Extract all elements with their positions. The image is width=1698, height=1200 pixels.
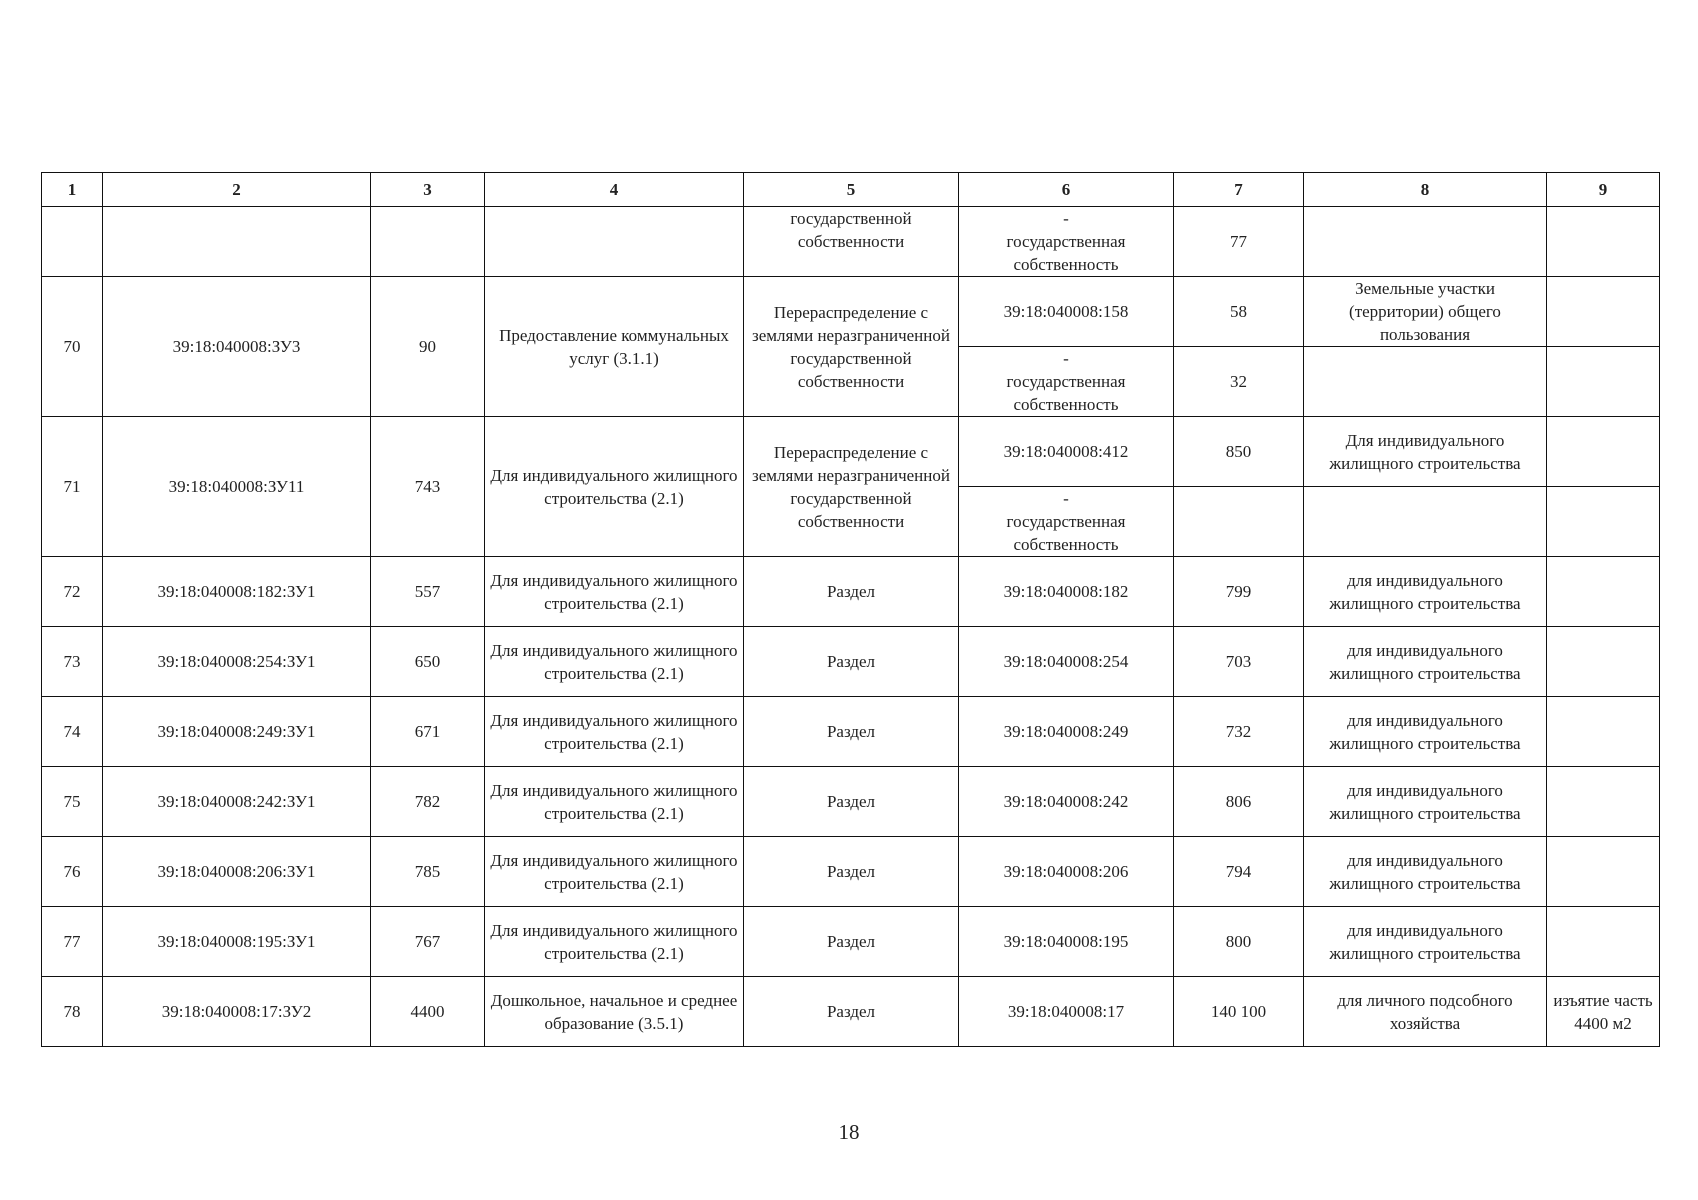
- header-cell: 7: [1174, 173, 1304, 207]
- formation-method-cell: Перераспределение с землями неразграниченной государственной собственности: [744, 277, 959, 417]
- source-area-cell: 58: [1174, 277, 1304, 347]
- plot-code-cell: 39:18:040008:182:ЗУ1: [103, 557, 371, 627]
- formation-method-cell: государственной собственности: [744, 207, 959, 277]
- plot-code-cell: 39:18:040008:195:ЗУ1: [103, 907, 371, 977]
- plot-area-cell: 782: [371, 767, 485, 837]
- header-cell: 3: [371, 173, 485, 207]
- note-cell: [1547, 907, 1660, 977]
- formation-method-cell: Раздел: [744, 627, 959, 697]
- source-plot-cell: 39:18:040008:182: [959, 557, 1174, 627]
- source-use-cell: для индивидуального жилищного строительства: [1304, 697, 1547, 767]
- table-row: [42, 417, 1660, 487]
- note-cell: [1547, 627, 1660, 697]
- source-area-cell: 140 100: [1174, 977, 1304, 1047]
- header-cell: 9: [1547, 173, 1660, 207]
- source-area-cell: 850: [1174, 417, 1304, 487]
- formation-method-cell: Раздел: [744, 977, 959, 1047]
- header-cell: 6: [959, 173, 1174, 207]
- header-cell: 8: [1304, 173, 1547, 207]
- plot-code-cell: 39:18:040008:ЗУ11: [103, 417, 371, 557]
- plot-area-cell: 4400: [371, 977, 485, 1047]
- plot-area-cell: 650: [371, 627, 485, 697]
- source-use-cell: [1304, 347, 1547, 417]
- row-number-cell: 78: [42, 977, 103, 1047]
- permitted-use-cell: Для индивидуального жилищного строительства (2.1): [485, 907, 744, 977]
- plot-area-cell: 785: [371, 837, 485, 907]
- table-cell: [42, 207, 103, 277]
- permitted-use-cell: Для индивидуального жилищного строительства (2.1): [485, 557, 744, 627]
- table-row: [42, 977, 1660, 1047]
- source-plot-cell: 39:18:040008:17: [959, 977, 1174, 1047]
- continuation-row: [42, 207, 1660, 277]
- source-area-cell: 800: [1174, 907, 1304, 977]
- note-cell: изъятие часть 4400 м2: [1547, 977, 1660, 1047]
- table-row: [42, 277, 1660, 347]
- note-cell: [1547, 487, 1660, 557]
- header-cell: 4: [485, 173, 744, 207]
- table-cell: [1304, 207, 1547, 277]
- table-cell: [103, 207, 371, 277]
- source-plot-cell: - государственная собственность: [959, 347, 1174, 417]
- header-cell: 5: [744, 173, 959, 207]
- header-cell: 1: [42, 173, 103, 207]
- note-cell: [1547, 767, 1660, 837]
- header-row: [42, 173, 1660, 207]
- source-plot-cell: 39:18:040008:206: [959, 837, 1174, 907]
- permitted-use-cell: Для индивидуального жилищного строительства (2.1): [485, 767, 744, 837]
- row-number-cell: 72: [42, 557, 103, 627]
- land-plots-table: [41, 172, 1660, 1047]
- source-area-cell: 732: [1174, 697, 1304, 767]
- table-row: [42, 837, 1660, 907]
- plot-area-cell: 557: [371, 557, 485, 627]
- table-row: [42, 557, 1660, 627]
- permitted-use-cell: Для индивидуального жилищного строительства (2.1): [485, 837, 744, 907]
- source-use-cell: [1304, 487, 1547, 557]
- source-use-cell: Земельные участки (территории) общего пользования: [1304, 277, 1547, 347]
- page-number: 18: [838, 1120, 860, 1144]
- plot-code-cell: 39:18:040008:17:ЗУ2: [103, 977, 371, 1047]
- source-plot-cell: 39:18:040008:195: [959, 907, 1174, 977]
- table-cell: [1547, 207, 1660, 277]
- source-plot-cell: - государственная собственность: [959, 207, 1174, 277]
- permitted-use-cell: Дошкольное, начальное и среднее образование (3.5.1): [485, 977, 744, 1047]
- formation-method-cell: Раздел: [744, 907, 959, 977]
- note-cell: [1547, 417, 1660, 487]
- source-plot-cell: - государственная собственность: [959, 487, 1174, 557]
- row-number-cell: 77: [42, 907, 103, 977]
- formation-method-cell: Раздел: [744, 837, 959, 907]
- row-number-cell: 73: [42, 627, 103, 697]
- source-area-cell: 32: [1174, 347, 1304, 417]
- source-plot-cell: 39:18:040008:254: [959, 627, 1174, 697]
- formation-method-cell: Перераспределение с землями неразграниченной государственной собственности: [744, 417, 959, 557]
- source-area-cell: 794: [1174, 837, 1304, 907]
- permitted-use-cell: Для индивидуального жилищного строительства (2.1): [485, 697, 744, 767]
- table-row: [42, 767, 1660, 837]
- formation-method-cell: Раздел: [744, 767, 959, 837]
- formation-method-cell: Раздел: [744, 697, 959, 767]
- source-area-cell: 77: [1174, 207, 1304, 277]
- permitted-use-cell: Предоставление коммунальных услуг (3.1.1): [485, 277, 744, 417]
- row-number-cell: 74: [42, 697, 103, 767]
- source-use-cell: для индивидуального жилищного строительства: [1304, 627, 1547, 697]
- row-number-cell: 75: [42, 767, 103, 837]
- formation-method-cell: Раздел: [744, 557, 959, 627]
- source-area-cell: [1174, 487, 1304, 557]
- source-area-cell: 703: [1174, 627, 1304, 697]
- plot-area-cell: 671: [371, 697, 485, 767]
- source-plot-cell: 39:18:040008:412: [959, 417, 1174, 487]
- table-cell: [371, 207, 485, 277]
- table-row: [42, 697, 1660, 767]
- source-use-cell: для личного подсобного хозяйства: [1304, 977, 1547, 1047]
- source-use-cell: для индивидуального жилищного строительства: [1304, 557, 1547, 627]
- plot-code-cell: 39:18:040008:249:ЗУ1: [103, 697, 371, 767]
- source-plot-cell: 39:18:040008:158: [959, 277, 1174, 347]
- row-number-cell: 70: [42, 277, 103, 417]
- note-cell: [1547, 837, 1660, 907]
- note-cell: [1547, 557, 1660, 627]
- note-cell: [1547, 347, 1660, 417]
- plot-code-cell: 39:18:040008:206:ЗУ1: [103, 837, 371, 907]
- plot-code-cell: 39:18:040008:242:ЗУ1: [103, 767, 371, 837]
- plot-code-cell: 39:18:040008:ЗУ3: [103, 277, 371, 417]
- source-plot-cell: 39:18:040008:242: [959, 767, 1174, 837]
- note-cell: [1547, 697, 1660, 767]
- source-use-cell: для индивидуального жилищного строительства: [1304, 907, 1547, 977]
- source-area-cell: 799: [1174, 557, 1304, 627]
- source-area-cell: 806: [1174, 767, 1304, 837]
- source-use-cell: для индивидуального жилищного строительства: [1304, 837, 1547, 907]
- plot-area-cell: 90: [371, 277, 485, 417]
- plot-area-cell: 743: [371, 417, 485, 557]
- table-row: [42, 627, 1660, 697]
- plot-area-cell: 767: [371, 907, 485, 977]
- source-plot-cell: 39:18:040008:249: [959, 697, 1174, 767]
- row-number-cell: 76: [42, 837, 103, 907]
- table-row: [42, 907, 1660, 977]
- note-cell: [1547, 277, 1660, 347]
- source-use-cell: Для индивидуального жилищного строительства: [1304, 417, 1547, 487]
- row-number-cell: 71: [42, 417, 103, 557]
- permitted-use-cell: Для индивидуального жилищного строительства (2.1): [485, 627, 744, 697]
- table-cell: [485, 207, 744, 277]
- plot-code-cell: 39:18:040008:254:ЗУ1: [103, 627, 371, 697]
- permitted-use-cell: Для индивидуального жилищного строительства (2.1): [485, 417, 744, 557]
- source-use-cell: для индивидуального жилищного строительства: [1304, 767, 1547, 837]
- header-cell: 2: [103, 173, 371, 207]
